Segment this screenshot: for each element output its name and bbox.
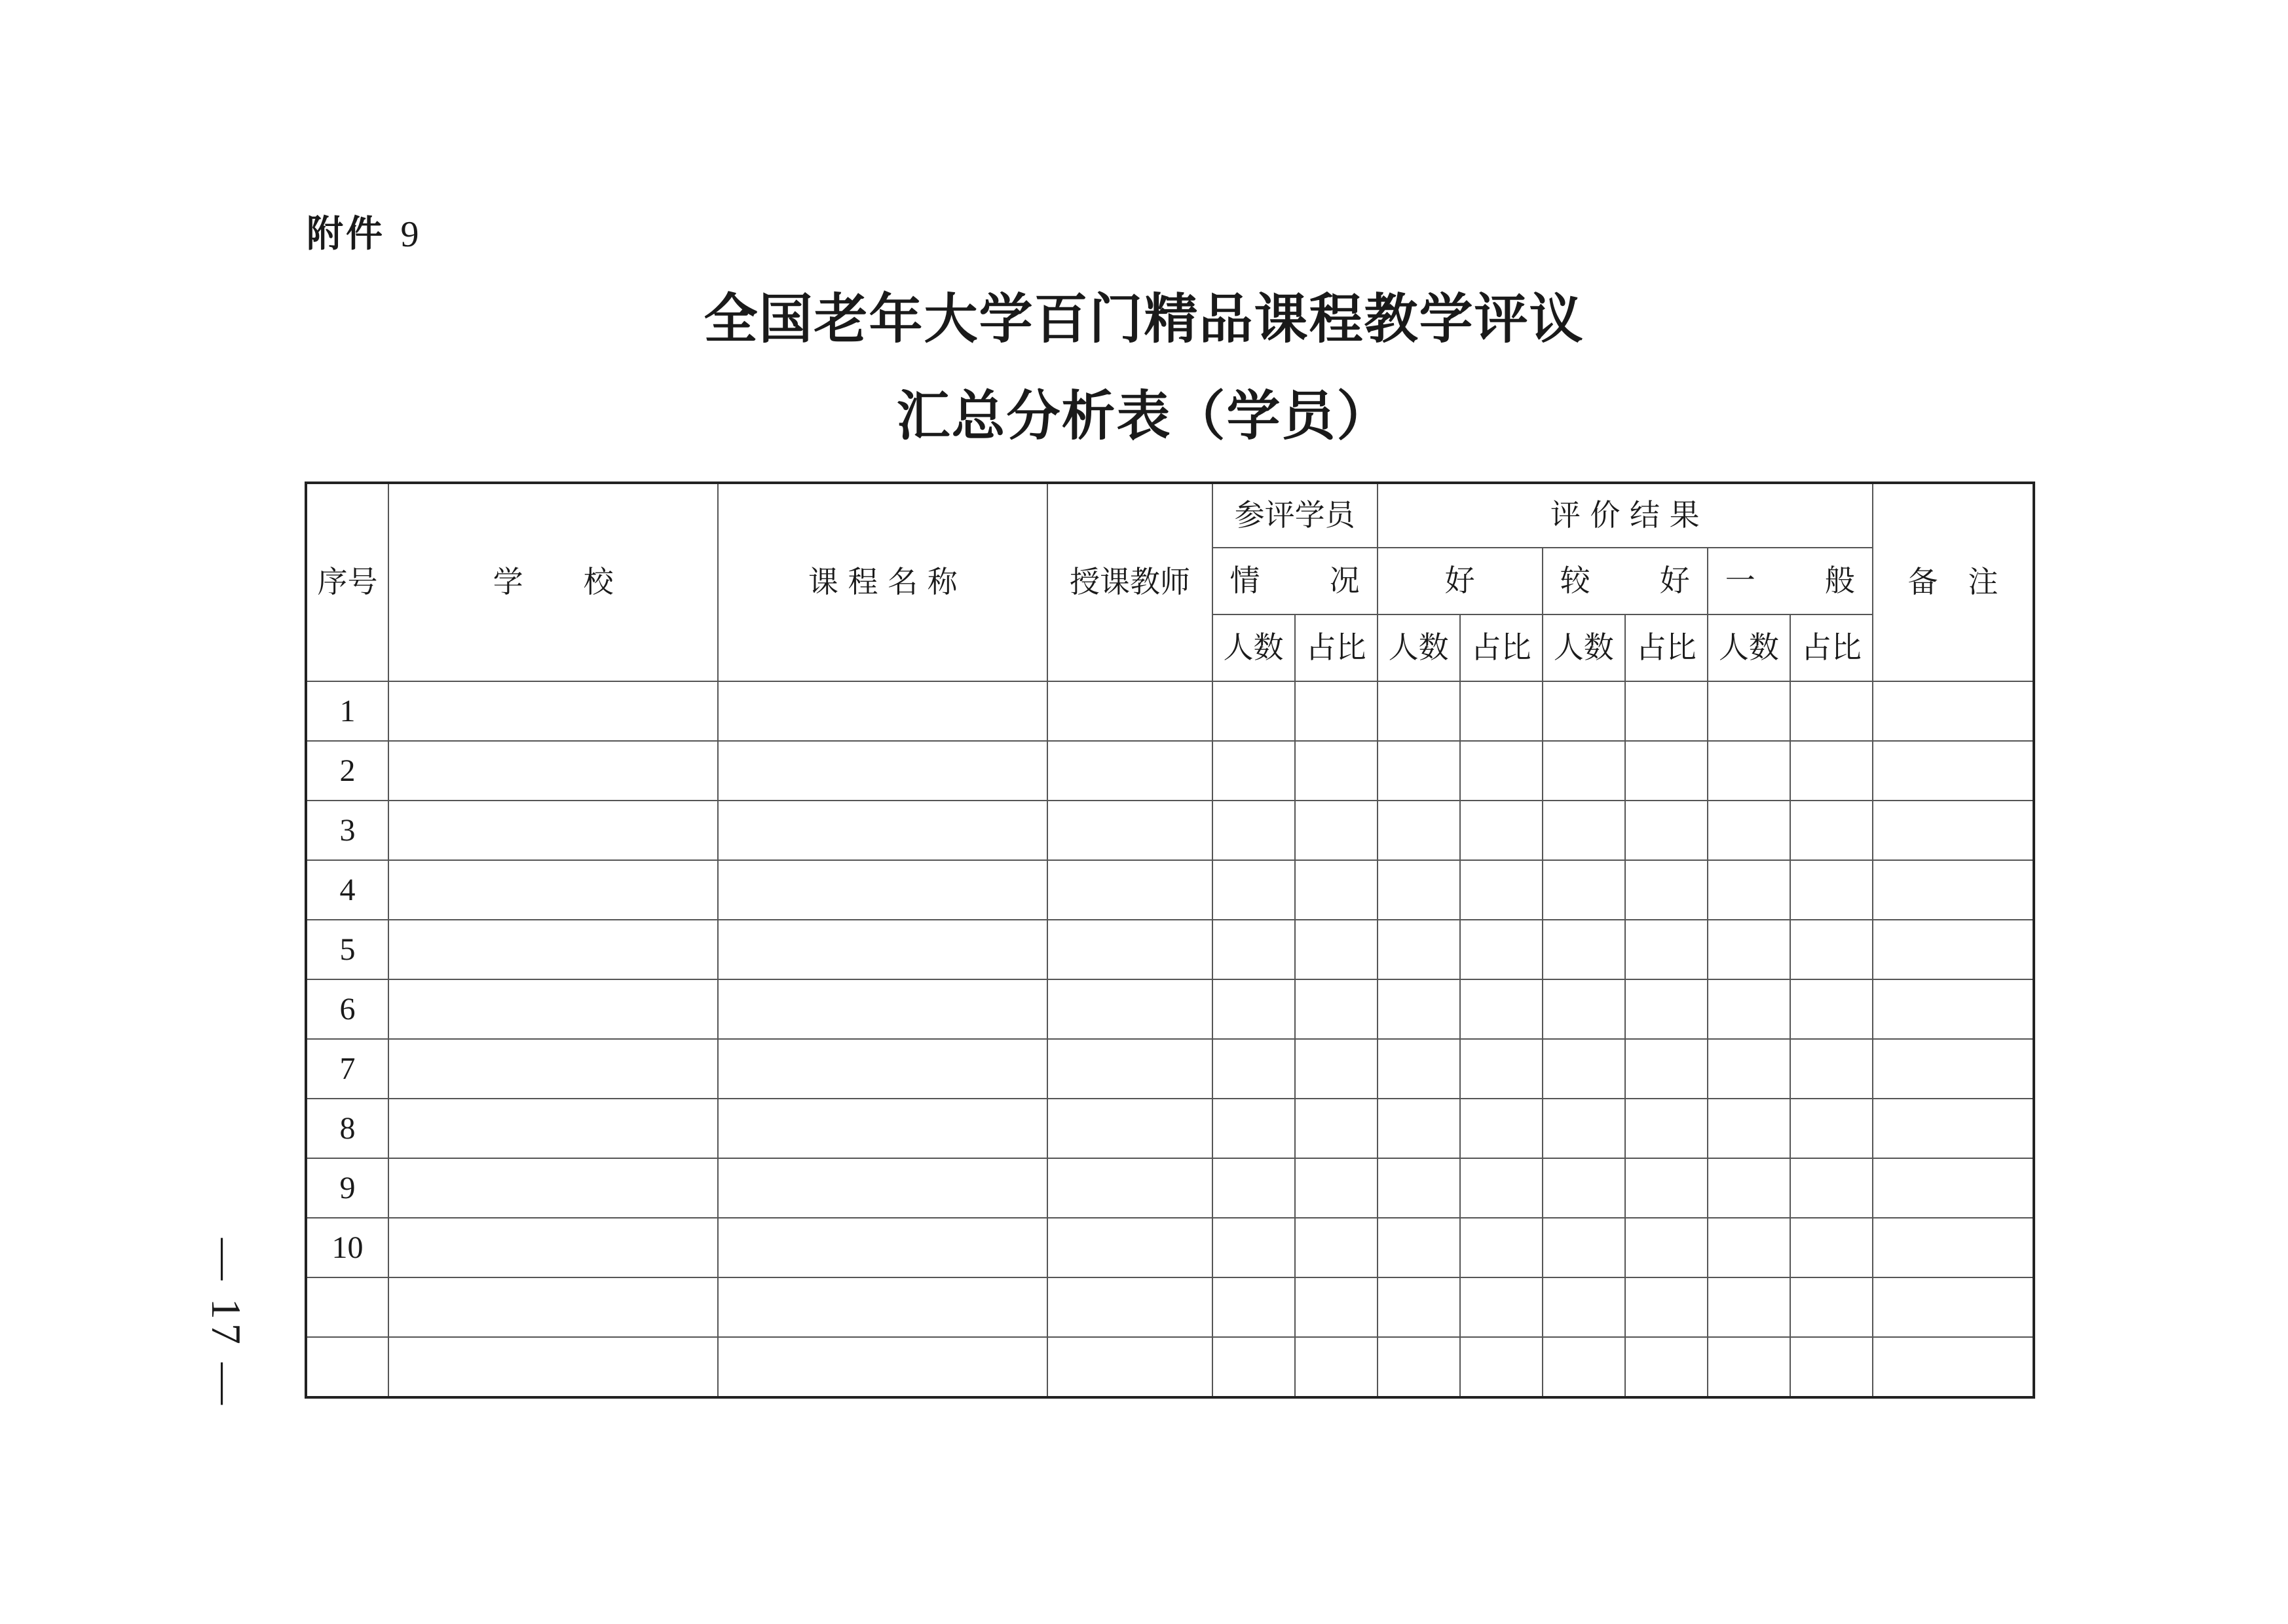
row-empty-cell <box>1212 741 1295 801</box>
page-number-text: — 17 — <box>203 1238 250 1408</box>
row-empty-cell <box>1295 920 1378 979</box>
header-sub-ratio: 占比 <box>1625 614 1708 681</box>
row-empty-cell <box>1790 801 1873 860</box>
row-empty-cell <box>1873 1337 2034 1397</box>
header-participants-bottom-left: 情 <box>1229 563 1260 599</box>
header-good: 好 <box>1378 548 1543 614</box>
table-header-row-1 <box>306 483 2034 548</box>
table-row <box>306 1337 2034 1397</box>
row-empty-cell <box>1212 860 1295 920</box>
row-empty-cell <box>1543 1218 1625 1277</box>
row-empty-cell <box>1378 1158 1460 1218</box>
row-empty-cell <box>1543 1158 1625 1218</box>
row-empty-cell <box>1543 920 1625 979</box>
row-empty-cell <box>1460 1277 1543 1337</box>
row-empty-cell <box>1378 1277 1460 1337</box>
row-empty-cell <box>388 1218 718 1277</box>
row-empty-cell <box>1790 920 1873 979</box>
row-seq-cell: 1 <box>306 681 388 741</box>
header-seq: 序号 <box>306 483 388 681</box>
row-empty-cell <box>1047 1039 1212 1099</box>
header-sub-count: 人数 <box>1378 614 1460 681</box>
row-empty-cell <box>1708 741 1790 801</box>
row-empty-cell <box>1378 979 1460 1039</box>
row-empty-cell <box>718 1158 1047 1218</box>
row-seq-cell: 6 <box>306 979 388 1039</box>
row-empty-cell <box>1543 1099 1625 1158</box>
row-empty-cell <box>1790 1337 1873 1397</box>
header-sub-count: 人数 <box>1212 614 1295 681</box>
header-sub-ratio: 占比 <box>1295 614 1378 681</box>
row-empty-cell <box>1543 860 1625 920</box>
row-empty-cell <box>388 920 718 979</box>
document-title-line-2: 汇总分析表（学员） <box>896 385 1392 447</box>
row-empty-cell <box>1625 1277 1708 1337</box>
row-empty-cell <box>1625 801 1708 860</box>
row-empty-cell <box>718 1039 1047 1099</box>
row-empty-cell <box>1873 1039 2034 1099</box>
row-empty-cell <box>1212 920 1295 979</box>
row-empty-cell <box>1543 681 1625 741</box>
row-empty-cell <box>1212 1337 1295 1397</box>
table-row <box>306 1158 2034 1218</box>
row-empty-cell <box>1212 1218 1295 1277</box>
row-empty-cell <box>1460 920 1543 979</box>
row-empty-cell <box>1625 860 1708 920</box>
row-empty-cell <box>1047 801 1212 860</box>
row-empty-cell <box>1295 860 1378 920</box>
row-empty-cell <box>1543 741 1625 801</box>
row-empty-cell <box>1790 1039 1873 1099</box>
row-empty-cell <box>388 741 718 801</box>
row-empty-cell <box>1047 741 1212 801</box>
row-empty-cell <box>388 1158 718 1218</box>
row-empty-cell <box>1047 1218 1212 1277</box>
row-empty-cell <box>718 1277 1047 1337</box>
page-number <box>197 1238 255 1408</box>
row-empty-cell <box>1708 1099 1790 1158</box>
header-average-left: 一 <box>1725 563 1755 599</box>
header-course-name: 课 程 名 称 <box>718 483 1047 681</box>
row-empty-cell <box>718 1099 1047 1158</box>
row-empty-cell <box>1543 1337 1625 1397</box>
table-row <box>306 860 2034 920</box>
header-sub-ratio: 占比 <box>1460 614 1543 681</box>
evaluation-summary-table <box>305 482 2035 1399</box>
table-row <box>306 1277 2034 1337</box>
row-empty-cell <box>1873 860 2034 920</box>
row-empty-cell <box>1708 979 1790 1039</box>
row-empty-cell <box>1460 801 1543 860</box>
header-remarks: 备 注 <box>1873 483 2034 681</box>
row-empty-cell <box>1460 741 1543 801</box>
row-empty-cell <box>1047 1099 1212 1158</box>
row-empty-cell <box>1212 1277 1295 1337</box>
header-participants-bottom-right: 况 <box>1329 563 1360 599</box>
row-seq-cell: 7 <box>306 1039 388 1099</box>
row-empty-cell <box>1708 1158 1790 1218</box>
row-empty-cell <box>1295 1039 1378 1099</box>
row-empty-cell <box>1047 920 1212 979</box>
row-seq-cell <box>306 1277 388 1337</box>
row-empty-cell <box>1625 741 1708 801</box>
row-empty-cell <box>1873 979 2034 1039</box>
attachment-label <box>307 208 422 261</box>
row-empty-cell <box>1295 801 1378 860</box>
header-sub-count: 人数 <box>1543 614 1625 681</box>
row-empty-cell <box>1460 1099 1543 1158</box>
row-empty-cell <box>718 920 1047 979</box>
row-empty-cell <box>1295 1099 1378 1158</box>
row-empty-cell <box>388 1337 718 1397</box>
row-empty-cell <box>1378 1099 1460 1158</box>
row-empty-cell <box>1295 1277 1378 1337</box>
row-empty-cell <box>1625 681 1708 741</box>
table-row <box>306 920 2034 979</box>
row-empty-cell <box>1047 1158 1212 1218</box>
row-seq-cell: 3 <box>306 801 388 860</box>
row-empty-cell <box>1047 681 1212 741</box>
row-empty-cell <box>1625 1218 1708 1277</box>
row-empty-cell <box>1625 1099 1708 1158</box>
header-average-right: 般 <box>1824 563 1855 599</box>
row-empty-cell <box>1873 681 2034 741</box>
row-empty-cell <box>1873 1277 2034 1337</box>
header-school: 学 校 <box>388 483 718 681</box>
header-teacher: 授课教师 <box>1047 483 1212 681</box>
row-empty-cell <box>1212 801 1295 860</box>
row-empty-cell <box>1790 860 1873 920</box>
row-empty-cell <box>1295 741 1378 801</box>
table-row <box>306 1039 2034 1099</box>
row-empty-cell <box>1212 681 1295 741</box>
row-empty-cell <box>1378 1039 1460 1099</box>
row-empty-cell <box>388 1099 718 1158</box>
table-row <box>306 741 2034 801</box>
header-fairly-good-right: 好 <box>1659 563 1690 599</box>
row-empty-cell <box>1378 1218 1460 1277</box>
row-empty-cell <box>1873 1158 2034 1218</box>
row-empty-cell <box>1873 1099 2034 1158</box>
row-empty-cell <box>718 741 1047 801</box>
row-empty-cell <box>718 801 1047 860</box>
row-seq-cell: 5 <box>306 920 388 979</box>
table-row <box>306 979 2034 1039</box>
row-empty-cell <box>1047 979 1212 1039</box>
row-empty-cell <box>1460 860 1543 920</box>
row-empty-cell <box>1047 1277 1212 1337</box>
row-empty-cell <box>1708 801 1790 860</box>
row-empty-cell <box>1708 1218 1790 1277</box>
row-empty-cell <box>1378 1337 1460 1397</box>
document-title-line-1: 全国老年大学百门精品课程教学评议 <box>703 288 1585 350</box>
row-empty-cell <box>1378 801 1460 860</box>
table-row <box>306 801 2034 860</box>
row-empty-cell <box>1625 920 1708 979</box>
row-empty-cell <box>388 801 718 860</box>
row-empty-cell <box>1873 920 2034 979</box>
row-empty-cell <box>388 1277 718 1337</box>
row-empty-cell <box>1790 1218 1873 1277</box>
row-empty-cell <box>1047 860 1212 920</box>
row-empty-cell <box>1378 741 1460 801</box>
row-empty-cell <box>1460 1039 1543 1099</box>
row-empty-cell <box>1790 1277 1873 1337</box>
row-empty-cell <box>1625 1158 1708 1218</box>
row-empty-cell <box>1378 920 1460 979</box>
row-seq-cell: 9 <box>306 1158 388 1218</box>
row-empty-cell <box>1212 1099 1295 1158</box>
row-empty-cell <box>1790 741 1873 801</box>
row-empty-cell <box>1212 1158 1295 1218</box>
row-empty-cell <box>1460 1158 1543 1218</box>
row-empty-cell <box>1625 979 1708 1039</box>
row-seq-cell: 8 <box>306 1099 388 1158</box>
row-empty-cell <box>1790 979 1873 1039</box>
row-empty-cell <box>1212 1039 1295 1099</box>
row-empty-cell <box>388 681 718 741</box>
row-empty-cell <box>1708 1039 1790 1099</box>
row-empty-cell <box>1708 1277 1790 1337</box>
row-empty-cell <box>388 979 718 1039</box>
header-sub-ratio: 占比 <box>1790 614 1873 681</box>
row-empty-cell <box>1212 979 1295 1039</box>
row-empty-cell <box>1625 1337 1708 1397</box>
header-evaluation-results: 评 价 结 果 <box>1378 483 1873 548</box>
row-empty-cell <box>718 1218 1047 1277</box>
header-participants-bottom <box>1212 548 1378 614</box>
row-empty-cell <box>1460 979 1543 1039</box>
row-empty-cell <box>1790 1158 1873 1218</box>
row-seq-cell <box>306 1337 388 1397</box>
row-empty-cell <box>1543 801 1625 860</box>
row-empty-cell <box>1295 1158 1378 1218</box>
row-empty-cell <box>1460 1218 1543 1277</box>
row-empty-cell <box>1295 1218 1378 1277</box>
row-empty-cell <box>1295 979 1378 1039</box>
table-row <box>306 1218 2034 1277</box>
header-participants-top: 参评学员 <box>1212 483 1378 548</box>
row-empty-cell <box>1460 681 1543 741</box>
row-empty-cell <box>1460 1337 1543 1397</box>
row-empty-cell <box>1625 1039 1708 1099</box>
row-empty-cell <box>1873 741 2034 801</box>
row-empty-cell <box>1708 681 1790 741</box>
header-fairly-good-left: 较 <box>1560 563 1590 599</box>
header-average <box>1708 548 1873 614</box>
table-row <box>306 681 2034 741</box>
table-row <box>306 1099 2034 1158</box>
attachment-label-text: 附件 <box>307 213 385 255</box>
row-empty-cell <box>718 979 1047 1039</box>
row-empty-cell <box>1873 801 2034 860</box>
row-empty-cell <box>1543 1277 1625 1337</box>
row-empty-cell <box>1378 860 1460 920</box>
row-seq-cell: 10 <box>306 1218 388 1277</box>
row-empty-cell <box>718 681 1047 741</box>
row-empty-cell <box>1790 681 1873 741</box>
row-empty-cell <box>1708 920 1790 979</box>
attachment-number: 9 <box>400 214 422 255</box>
row-empty-cell <box>1543 979 1625 1039</box>
row-empty-cell <box>1295 681 1378 741</box>
row-empty-cell <box>1295 1337 1378 1397</box>
row-empty-cell <box>1378 681 1460 741</box>
row-seq-cell: 2 <box>306 741 388 801</box>
row-seq-cell: 4 <box>306 860 388 920</box>
row-empty-cell <box>1047 1337 1212 1397</box>
row-empty-cell <box>1873 1218 2034 1277</box>
row-empty-cell <box>1708 860 1790 920</box>
row-empty-cell <box>718 860 1047 920</box>
row-empty-cell <box>1543 1039 1625 1099</box>
row-empty-cell <box>718 1337 1047 1397</box>
header-fairly-good <box>1543 548 1708 614</box>
header-sub-count: 人数 <box>1708 614 1790 681</box>
row-empty-cell <box>388 1039 718 1099</box>
table-body <box>306 681 2034 1397</box>
row-empty-cell <box>1790 1099 1873 1158</box>
row-empty-cell <box>388 860 718 920</box>
row-empty-cell <box>1708 1337 1790 1397</box>
